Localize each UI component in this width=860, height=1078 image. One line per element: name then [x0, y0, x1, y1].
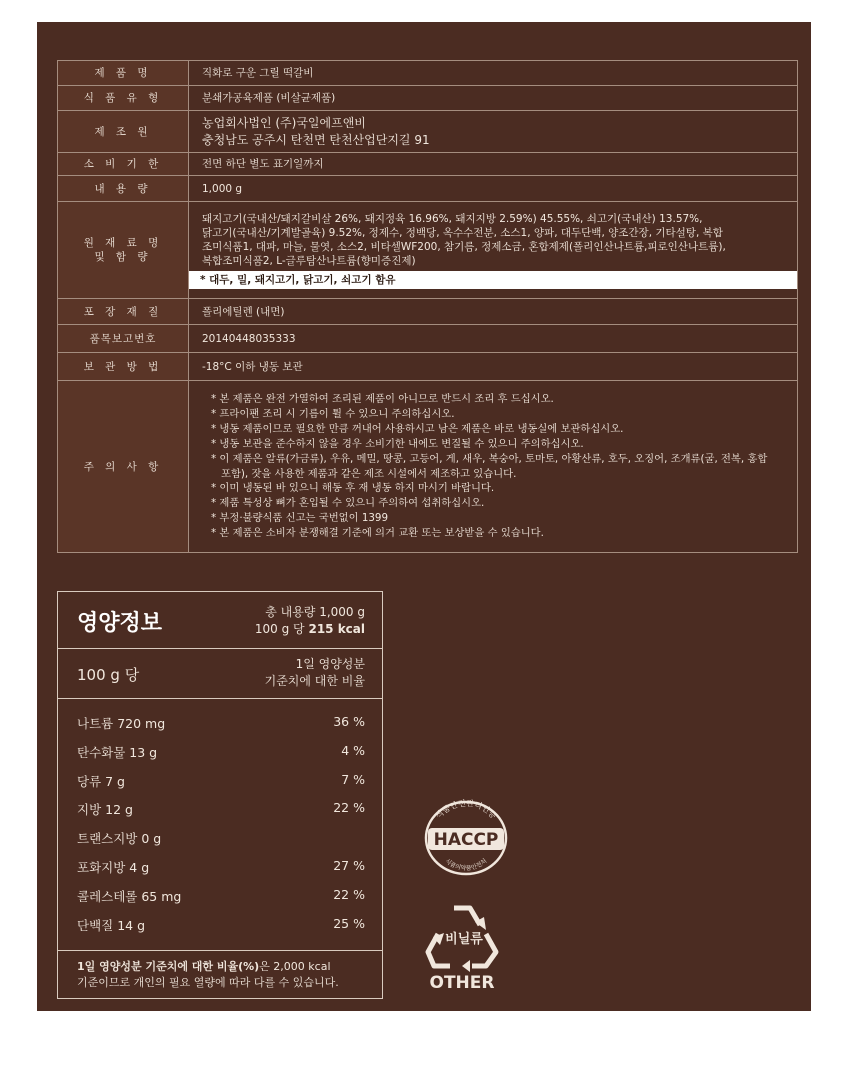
info-value: -18°C 이하 냉동 보관 [189, 353, 798, 381]
nutrient-name: 트랜스지방 0 g [77, 831, 162, 847]
daily-value-header [265, 656, 365, 690]
footnote-bold: 1일 영양성분 기준치에 대한 비율(%) [77, 960, 260, 973]
info-row-storage [58, 353, 798, 381]
info-row-packaging [58, 299, 798, 325]
caution-item: * 냉동 보관을 준수하지 않을 경우 소비기한 내에도 변질될 수 있으니 주의하십시오. [211, 437, 584, 450]
nutrition-header [58, 592, 382, 649]
info-row-cautions [58, 381, 798, 553]
recycle-label-text: OTHER [429, 973, 495, 992]
nutrient-percent: 22 % [333, 886, 365, 902]
caution-item: * 본 제품은 소비자 분쟁해결 기준에 의거 교환 또는 보상받을 수 있습니다. [211, 527, 544, 540]
caution-item: * 본 제품은 완전 가열하여 조리된 제품이 아니므로 반드시 조리 후 드십시오. [211, 392, 554, 405]
ingredients-line: 돼지고기(국내산/돼지갈비살 26%, 돼지정육 16.96%, 돼지지방 2.59%) 45.55%, 쇠고기(국내산) 13.57%, [202, 213, 703, 225]
ingredients-label-line2: 및 함 량 [94, 251, 152, 263]
nutrient-row-fat [58, 800, 382, 829]
haccp-bottom-text: 식품의약품안전처 [443, 857, 489, 873]
nutrient-percent: 22 % [333, 800, 365, 816]
info-value: 20140448035333 [189, 325, 798, 353]
info-label: 포 장 재 질 [58, 299, 189, 325]
info-label: 제 품 명 [58, 61, 189, 86]
nutrient-percent: 25 % [333, 915, 365, 931]
info-value: 1,000 g [189, 176, 798, 202]
info-value [189, 202, 798, 299]
calories-value: 215 kcal [308, 622, 365, 636]
daily-value-line1: 1일 영양성분 [295, 657, 365, 671]
info-label: 품목보고번호 [58, 325, 189, 353]
info-row-ingredients [58, 202, 798, 299]
nutrition-totals [255, 604, 365, 638]
manufacturer-name: 농업회사법인 (주)국일에프앤비 [202, 115, 366, 130]
nutrient-name: 포화지방 4 g [77, 859, 150, 875]
info-row-manufacturer [58, 111, 798, 153]
caution-item: * 냉동 제품이므로 필요한 만큼 꺼내어 사용하시고 남은 제품은 바로 냉동실에 보관하십시오. [211, 422, 624, 435]
recycle-material-text: 비닐류 [445, 932, 483, 947]
footnote-rest: 은 2,000 kcal [259, 960, 331, 973]
per-prefix: 100 g 당 [254, 622, 309, 636]
info-value: 직화로 구운 그릴 떡갈비 [189, 61, 798, 86]
haccp-certification-icon [418, 798, 514, 878]
nutrient-row-sodium [58, 714, 382, 743]
nutrient-row-trans-fat [58, 829, 382, 858]
nutrition-subheader [58, 649, 382, 699]
product-info-table [57, 60, 798, 553]
caution-item: * 이 제품은 알류(가금류), 우유, 메밀, 땅콩, 고등어, 게, 새우, 복숭아, 토마토, 아황산류, 호두, 오징어, 조개류(굴, 전복, 홍합 [211, 452, 768, 465]
info-label: 주 의 사 항 [58, 381, 189, 553]
nutrient-row-protein [58, 916, 382, 945]
nutrient-percent: 4 % [341, 742, 365, 758]
footnote-line2: 기준이므로 개인의 필요 열량에 따라 다를 수 있습니다. [77, 976, 339, 989]
caution-item: 포함), 잣을 사용한 제품과 같은 제조 시설에서 제조하고 있습니다. [221, 467, 517, 480]
info-label [58, 202, 189, 299]
nutrient-row-sugars [58, 772, 382, 801]
caution-item: * 제품 특성상 뼈가 혼입될 수 있으니 주의하여 섭취하십시오. [211, 497, 485, 510]
nutrition-facts-box [57, 591, 383, 999]
nutrient-row-saturated-fat [58, 858, 382, 887]
nutrient-name: 지방 12 g [77, 802, 133, 818]
nutrient-name: 콜레스테롤 65 mg [77, 888, 182, 904]
caution-item: * 부정·불량식품 신고는 국번없이 1399 [211, 512, 389, 525]
cautions-list [189, 381, 798, 553]
info-value: 분쇄가공육제품 (비살균제품) [189, 86, 798, 111]
info-value [189, 111, 798, 153]
nutrient-percent: 27 % [333, 857, 365, 873]
recycle-mark-icon [420, 900, 505, 992]
nutrient-percent: 7 % [341, 771, 365, 787]
caution-item: * 프라이팬 조리 시 기름이 튈 수 있으니 주의하십시오. [211, 407, 455, 420]
nutrient-name: 나트륨 720 mg [77, 716, 166, 731]
ingredients-line: 닭고기(국내산/기계발골육) 9.52%, 정제수, 정백당, 옥수수전분, 소스1, 양파, 대두단백, 양조간장, 기타설탕, 복합 [202, 227, 723, 239]
info-row-product-name [58, 61, 798, 86]
info-value: 전면 하단 별도 표기일까지 [189, 153, 798, 176]
haccp-top-text: 식품안전관리인증 [433, 798, 499, 821]
info-label: 소 비 기 한 [58, 153, 189, 176]
info-label: 식 품 유 형 [58, 86, 189, 111]
ingredients-line: 복합조미식품2, L-글루탐산나트륨(향미증진제) [202, 255, 416, 267]
caution-item: * 이미 냉동된 바 있으니 해동 후 재 냉동 하지 마시기 바랍니다. [211, 482, 495, 495]
nutrient-row-carbohydrate [58, 743, 382, 772]
manufacturer-address: 충청남도 공주시 탄천면 탄천산업단지길 91 [202, 132, 430, 147]
allergen-notice: * 대두, 밀, 돼지고기, 닭고기, 쇠고기 함유 [188, 271, 797, 289]
nutrient-list [58, 714, 382, 944]
info-label: 내 용 량 [58, 176, 189, 202]
info-label: 제 조 원 [58, 111, 189, 153]
info-row-report-number [58, 325, 798, 353]
nutrient-row-cholesterol [58, 887, 382, 916]
footnote-line1 [77, 959, 363, 975]
info-label: 보 관 방 법 [58, 353, 189, 381]
info-row-net-weight [58, 176, 798, 202]
nutrient-percent: 36 % [333, 714, 365, 729]
nutrient-name: 당류 7 g [77, 773, 125, 789]
ingredients-line: 조미식품1, 대파, 마늘, 물엿, 소스2, 비타셀WF200, 참기름, 정제소금, 혼합제제(폴리인산나트륨,피로인산나트륨), [202, 241, 726, 253]
ingredients-text [189, 209, 797, 271]
daily-value-line2: 기준치에 대한 비율 [264, 674, 365, 688]
nutrition-footnote [58, 950, 382, 999]
calories-line [255, 621, 365, 638]
info-row-food-type [58, 86, 798, 111]
info-value: 폴리에틸렌 (내면) [189, 299, 798, 325]
nutrient-name: 단백질 14 g [77, 917, 146, 933]
total-content: 총 내용량 1,000 g [265, 605, 365, 619]
nutrition-title: 영양정보 [77, 611, 163, 636]
ingredients-label-line1: 원 재 료 명 [83, 237, 163, 249]
info-row-expiry [58, 153, 798, 176]
per-serving-label: 100 g 당 [77, 666, 140, 684]
haccp-main-text: HACCP [433, 830, 499, 850]
nutrient-name: 탄수화물 13 g [77, 744, 158, 760]
